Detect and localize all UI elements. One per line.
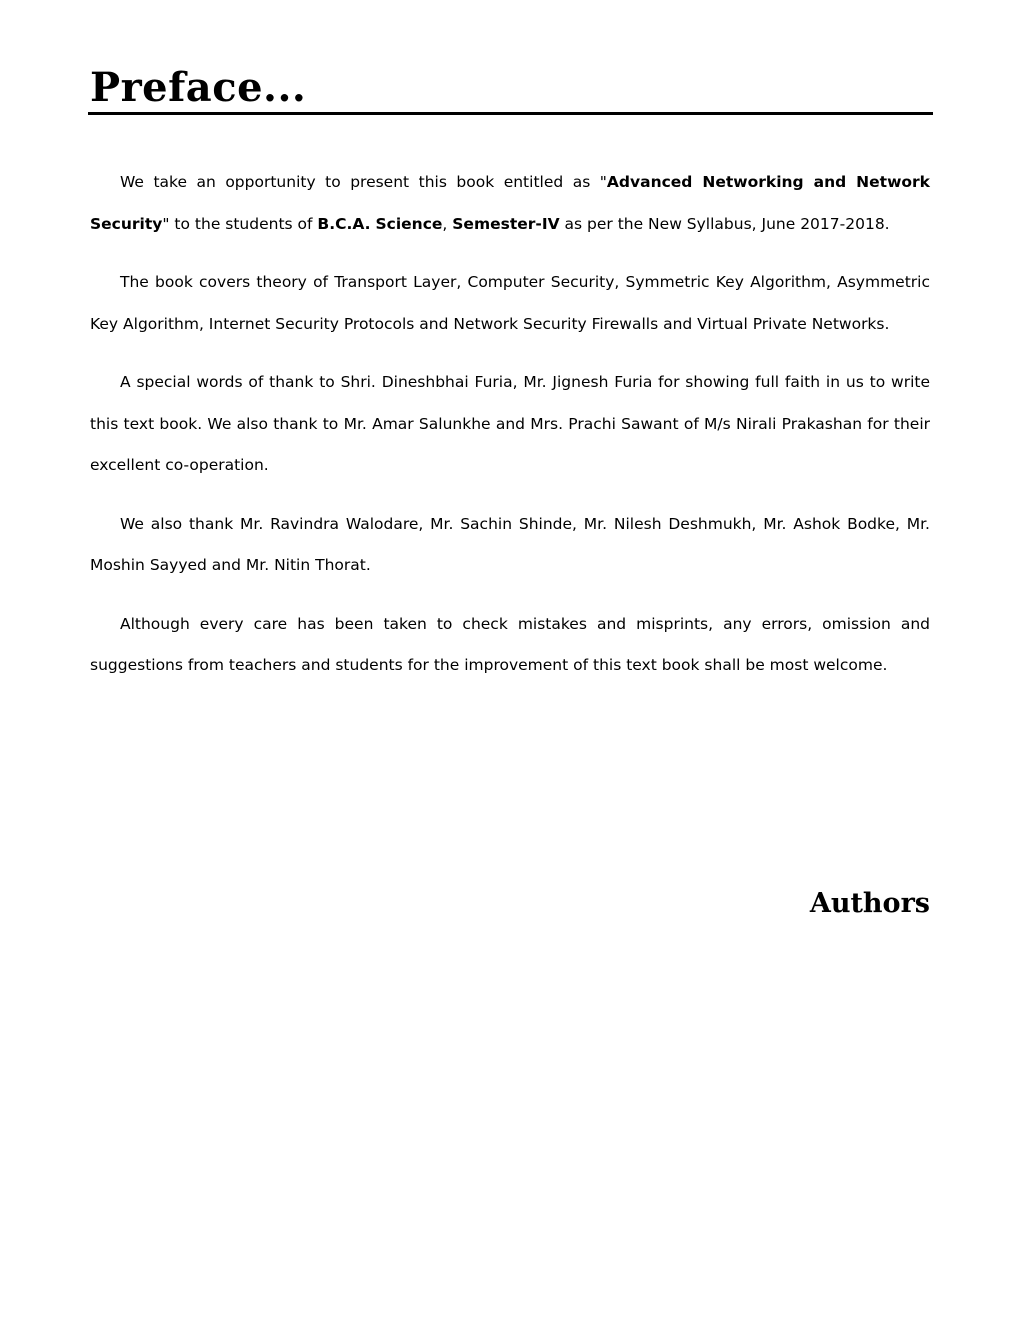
semester-name: Semester-IV	[452, 214, 560, 233]
page-title: Preface...	[90, 64, 307, 111]
paragraph-book-intro	[90, 162, 930, 245]
intro-text: We take an opportunity to present this book entitled as "	[120, 173, 607, 191]
authors-signature: Authors	[809, 888, 930, 919]
paragraph-special-thanks: A special words of thank to Shri. Dineshbhai Furia, Mr. Jignesh Furia for showing full faith in us to write this text book. We also thank to Mr. Amar Salunkhe and Mrs. Prachi Sawant of M/s Nirali Prakashan for their excellent co-operation.	[90, 373, 930, 474]
book-title: Advanced Networking and Network Security	[90, 173, 930, 233]
preface-body	[90, 162, 930, 704]
syllabus-text: as per the New Syllabus, June 2017-2018.	[559, 214, 890, 233]
course-name: B.C.A.	[317, 214, 371, 233]
paragraph-book-coverage: The book covers theory of Transport Layer, Computer Security, Symmetric Key Algorithm, Asymmetric Key Algorithm, Internet Security Protocols and Network Security Firewalls and Virtual Private Networks.	[90, 273, 930, 333]
comma-separator: ,	[442, 214, 453, 233]
title-underline-divider	[88, 112, 933, 115]
stream-name: Science	[375, 214, 443, 233]
to-students-text: " to the students of	[162, 214, 318, 233]
paragraph-also-thank: We also thank Mr. Ravindra Walodare, Mr. Sachin Shinde, Mr. Nilesh Deshmukh, Mr. Ashok Bodke, Mr. Moshin Sayyed and Mr. Nitin Thorat.	[90, 514, 930, 574]
paragraph-feedback: Although every care has been taken to check mistakes and misprints, any errors, omission and suggestions from teachers and students for the improvement of this text book shall be most welcome.	[90, 614, 930, 674]
